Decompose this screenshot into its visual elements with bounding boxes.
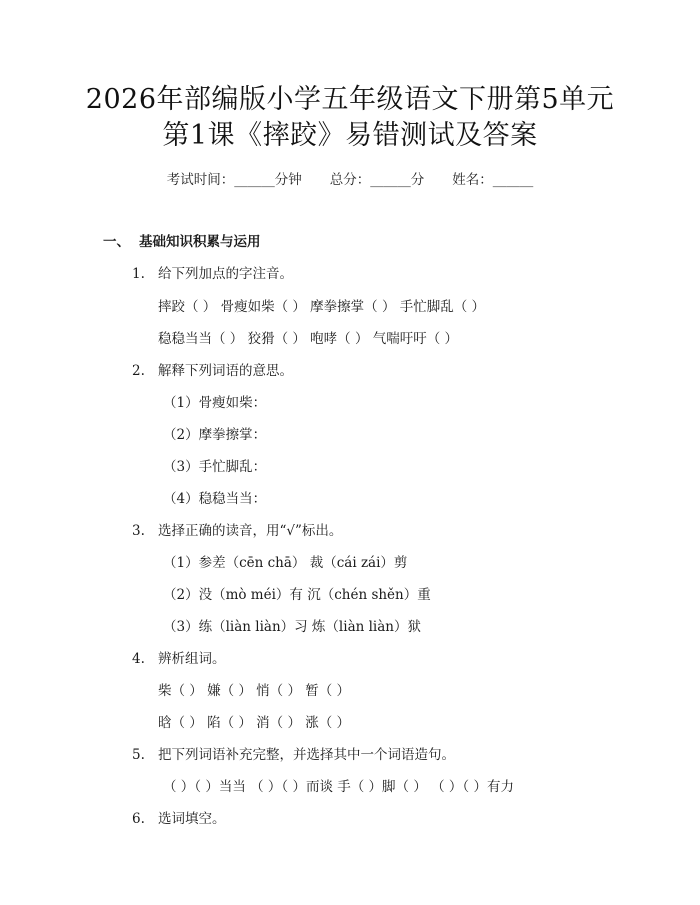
- question-number: 2.: [132, 363, 145, 379]
- exam-name: 姓名：______: [452, 172, 534, 188]
- question-3: [132, 519, 342, 539]
- question-number: 1.: [132, 266, 145, 282]
- exam-meta: [0, 168, 700, 188]
- document-title-line1: 2026年部编版小学五年级语文下册第5单元: [85, 84, 615, 115]
- exam-score: 总分：______分: [329, 172, 425, 188]
- question-4-line-2: 晗（ ） 陷（ ） 消（ ） 涨（ ）: [158, 715, 351, 731]
- section-title: 基础知识积累与运用: [139, 234, 261, 250]
- exam-time: 考试时间：______分钟: [166, 172, 302, 188]
- question-1: [132, 262, 293, 282]
- question-3-line-1: （1）参差（cēn chā） 裁（cái zái）剪: [163, 555, 408, 571]
- section-heading: [103, 230, 261, 250]
- question-text: 选择正确的读音，用“√”标出。: [158, 523, 343, 539]
- question-2: [132, 359, 293, 379]
- question-2-line-3: （3）手忙脚乱：: [163, 459, 267, 475]
- question-2-line-2: （2）摩拳擦掌：: [163, 427, 267, 443]
- document-title-line2: 第1课《摔跤》易错测试及答案: [162, 120, 538, 151]
- question-text: 给下列加点的字注音。: [158, 266, 293, 282]
- question-1-line-1: 摔跤（ ） 骨瘦如柴（ ） 摩拳擦掌（ ） 手忙脚乱（ ）: [158, 299, 486, 315]
- question-text: 辨析组词。: [158, 651, 226, 667]
- question-4: [132, 647, 226, 667]
- question-number: 4.: [132, 651, 145, 667]
- question-4-line-1: 柴（ ） 嫌（ ） 悄（ ） 暂（ ）: [158, 683, 351, 699]
- question-number: 6.: [132, 811, 145, 827]
- question-5-line-1: （ ）（ ）当当 （ ）（ ）而谈 手（ ）脚（ ） （ ）（ ）有力: [163, 779, 514, 795]
- question-1-line-2: 稳稳当当（ ） 狡猾（ ） 咆哮（ ） 气喘吁吁（ ）: [158, 331, 459, 347]
- question-6: [132, 807, 226, 827]
- question-text: 选词填空。: [158, 811, 226, 827]
- section-number: 一、: [103, 234, 130, 250]
- question-2-line-4: （4）稳稳当当：: [163, 491, 267, 507]
- question-number: 5.: [132, 747, 145, 763]
- question-2-line-1: （1）骨瘦如柴：: [163, 395, 267, 411]
- question-5: [132, 743, 455, 763]
- question-3-line-2: （2）没（mò méi）有 沉（chén shěn）重: [163, 587, 431, 603]
- question-text: 把下列词语补充完整，并选择其中一个词语造句。: [158, 747, 455, 763]
- question-3-line-3: （3）练（liàn liàn）习 炼（liàn liàn）狱: [163, 619, 421, 635]
- question-text: 解释下列词语的意思。: [158, 363, 293, 379]
- question-number: 3.: [132, 523, 145, 539]
